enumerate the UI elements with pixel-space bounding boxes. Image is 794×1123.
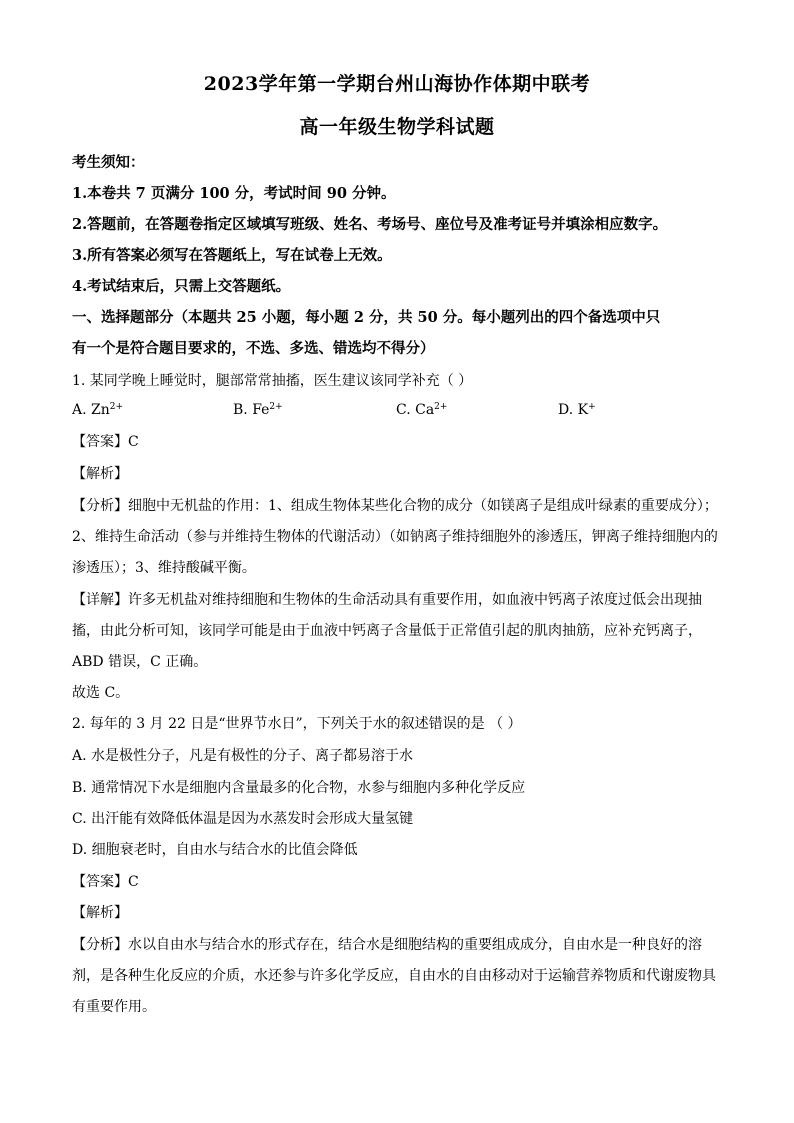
- q1-analysis-line: 【分析】细胞中无机盐的作用：1、组成生物体某些化合物的成分（如镁离子是组成叶绿素的重要成分）；: [72, 498, 718, 514]
- q1-option-a: A. $Zn^{2+}$: [72, 402, 124, 418]
- notice-item: 3.所有答案必须写在答题纸上，写在试卷上无效。: [72, 247, 392, 264]
- notice-heading: 考生须知：: [72, 154, 145, 171]
- q1-option-b: B. $Fe^{2+}$: [233, 402, 283, 418]
- q1-analysis-heading: 【解析】: [72, 466, 128, 482]
- question-1-stem: 1. 某同学晚上睡觉时，腿部常常抽搐，医生建议该同学补充（ ）: [72, 373, 473, 389]
- q2-option-c: C. 出汗能有效降低体温是因为水蒸发时会形成大量氢键: [72, 811, 414, 827]
- notice-item: 1.本卷共 7 页满分 100 分，考试时间 90 分钟。: [72, 185, 396, 202]
- q1-analysis-line: 2、维持生命活动（参与并维持生物体的代谢活动）（如钠离子维持细胞外的渗透压，钾离子维持细胞内的: [72, 529, 718, 545]
- q1-answer: 【答案】C: [72, 434, 139, 450]
- q1-option-d: D. K+: [558, 402, 596, 418]
- q1-conclusion: 故选 C。: [72, 685, 130, 701]
- q1-analysis-line: 渗透压）；3、维持酸碱平衡。: [72, 560, 256, 576]
- q2-analysis-heading: 【解析】: [72, 905, 128, 921]
- q1-detail-line: ABD 错误，C 正确。: [72, 654, 208, 670]
- q2-option-a: A. 水是极性分子，凡是有极性的分子、离子都易溶于水: [72, 748, 414, 764]
- notice-item: 2.答题前，在答题卷指定区域填写班级、姓名、考场号、座位号及准考证号并填涂相应数字。: [72, 216, 668, 233]
- q1-detail-line: 搐，由此分析可知，该同学可能是由于血液中钙离子含量低于正常值引起的肌肉抽筋，应补充钙离子，: [72, 623, 702, 639]
- q2-answer: 【答案】C: [72, 874, 139, 890]
- q2-analysis-line: 有重要作用。: [72, 999, 156, 1015]
- section-heading-line2: 有一个是符合题目要求的，不选、多选、错选均不得分）: [72, 340, 435, 357]
- exam-subtitle: 高一年级生物学科试题: [299, 116, 495, 138]
- notice-item: 4.考试结束后，只需上交答题纸。: [72, 278, 291, 295]
- question-2-stem: 2. 每年的 3 月 22 日是“世界节水日”，下列关于水的叙述错误的是 （ ）: [72, 716, 522, 732]
- q2-analysis-line: 【分析】水以自由水与结合水的形式存在，结合水是细胞结构的重要组成成分，自由水是一种良好的溶: [72, 937, 702, 953]
- q1-option-c: C. $Ca^{2+}$: [396, 402, 448, 418]
- section-heading-line1: 一、选择题部分（本题共 25 小题，每小题 2 分，共 50 分。每小题列出的四个备选项中只: [72, 309, 661, 326]
- q1-detail-line: 【详解】许多无机盐对维持细胞和生物体的生命活动具有重要作用，如血液中钙离子浓度过低会出现抽: [72, 592, 702, 608]
- exam-title: 2023学年第一学期台州山海协作体期中联考: [203, 73, 591, 95]
- q2-option-b: B. 通常情况下水是细胞内含量最多的化合物，水参与细胞内多种化学反应: [72, 780, 526, 796]
- q2-analysis-line: 剂，是各种生化反应的介质，水还参与许多化学反应，自由水的自由移动对于运输营养物质和代谢废物具: [72, 968, 716, 984]
- q2-option-d: D. 细胞衰老时，自由水与结合水的比值会降低: [72, 842, 358, 858]
